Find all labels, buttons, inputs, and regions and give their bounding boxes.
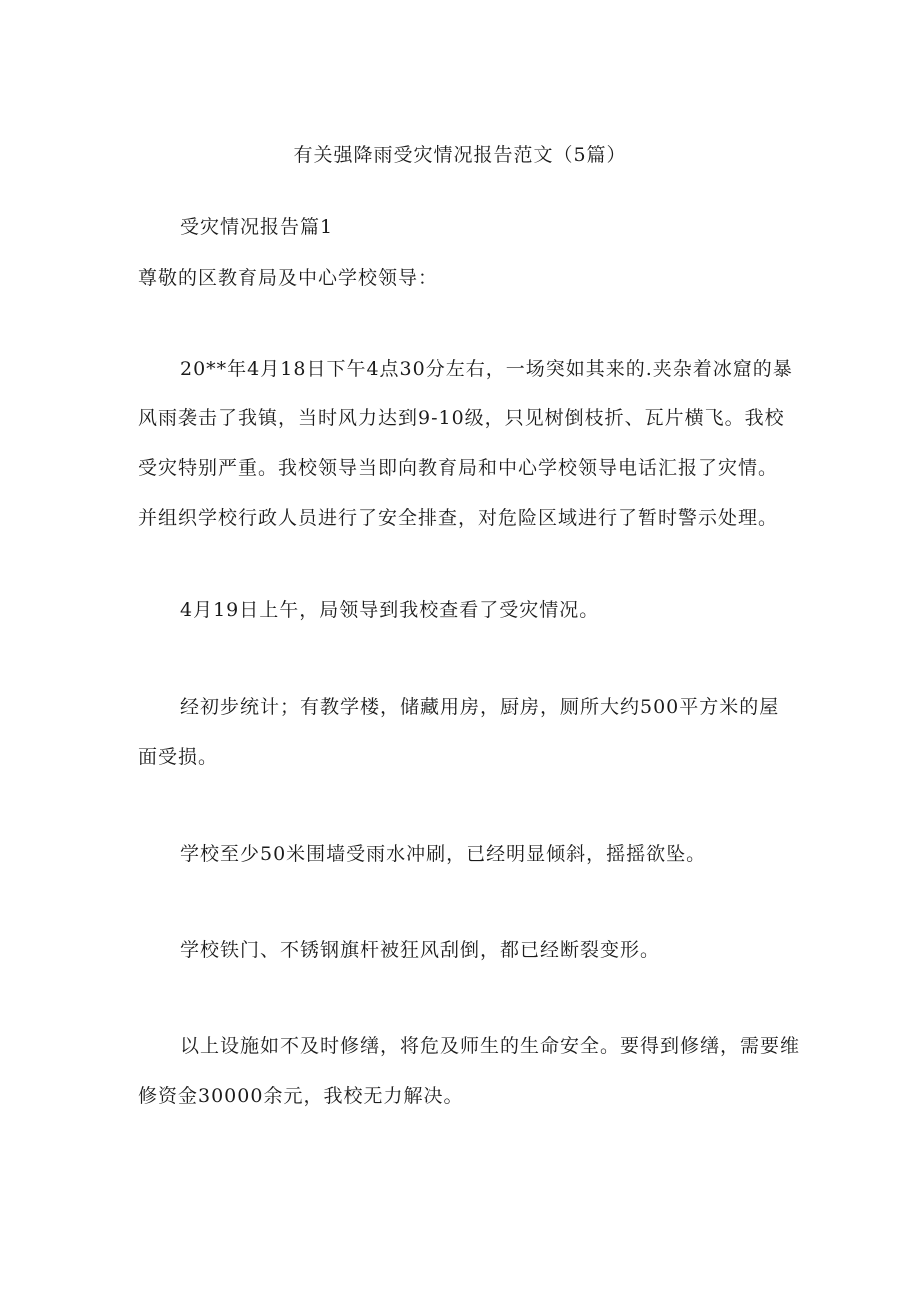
paragraph-line: 经初步统计；有教学楼，储藏用房，厨房，厕所大约500平方米的屋 (180, 696, 780, 718)
paragraph-line: 并组织学校行政人员进行了安全排查，对危险区域进行了暂时警示处理。 (138, 507, 779, 529)
paragraph-line: 4月19日上午，局领导到我校查看了受灾情况。 (180, 599, 600, 621)
paragraph-line: 修资金30000余元，我校无力解决。 (138, 1085, 464, 1107)
section-heading: 受灾情况报告篇1 (180, 216, 334, 238)
paragraph-line: 学校至少50米围墙受雨水冲刷，已经明显倾斜，摇摇欲坠。 (180, 843, 707, 865)
paragraph-line: 20**年4月18日下午4点30分左右，一场突如其来的.夹杂着冰窟的暴 (180, 358, 793, 380)
paragraph-line: 学校铁门、不锈钢旗杆被狂风刮倒，都已经断裂变形。 (180, 939, 661, 961)
paragraph-line: 以上设施如不及时修缮，将危及师生的生命安全。要得到修缮，需要维 (180, 1035, 801, 1057)
paragraph-line: 受灾特别严重。我校领导当即向教育局和中心学校领导电话汇报了灾情。 (138, 457, 779, 479)
paragraph-line: 风雨袭击了我镇，当时风力达到9-10级，只见树倒枝折、瓦片横飞。我校 (138, 407, 785, 429)
document-title: 有关强降雨受灾情况报告范文（5篇） (293, 144, 627, 166)
paragraph-line: 面受损。 (138, 746, 219, 768)
salutation: 尊敬的区教育局及中心学校领导： (138, 267, 439, 289)
